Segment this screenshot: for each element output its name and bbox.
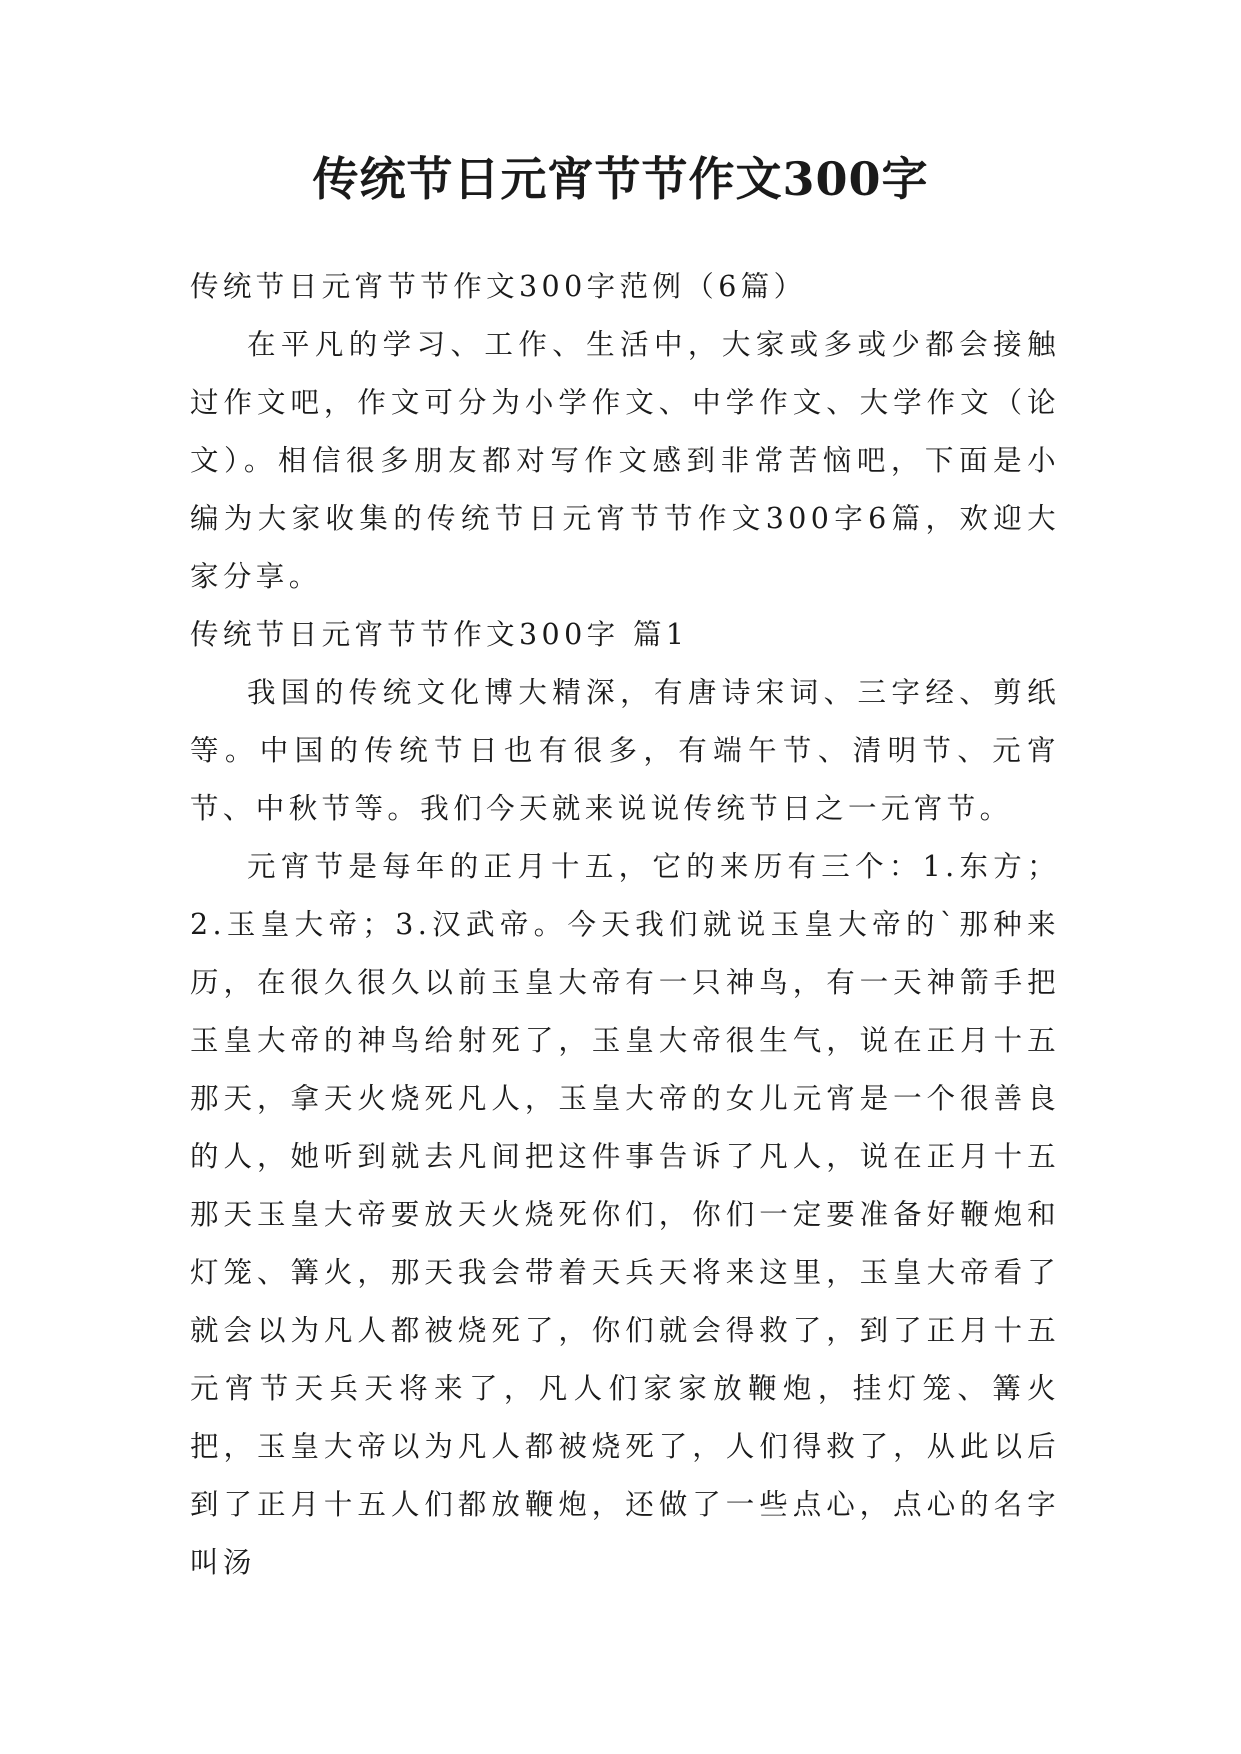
- subtitle-line: 传统节日元宵节节作文300字范例（6篇）: [190, 270, 807, 303]
- document-body: [190, 258, 1060, 1592]
- body-paragraph: 我国的传统文化博大精深，有唐诗宋词、三字经、剪纸等。中国的传统节日也有很多，有端午节、清明节、元宵节、中秋节等。我们今天就来说说传统节日之一元宵节。: [190, 676, 1060, 825]
- section-heading: 传统节日元宵节节作文300字 篇1: [190, 618, 689, 651]
- body-paragraph: 元宵节是每年的正月十五，它的来历有三个：1.东方；2.玉皇大帝；3.汉武帝。今天我们就说玉皇大帝的`那种来历，在很久很久以前玉皇大帝有一只神鸟，有一天神箭手把玉皇大帝的神鸟给射死了，玉皇大帝很生气，说在正月十五那天，拿天火烧死凡人，玉皇大帝的女儿元宵是一个很善良的人，她听到就去凡间把这件事告诉了凡人，说在正月十五那天玉皇大帝要放天火烧死你们，你们一定要准备好鞭炮和灯笼、篝火，那天我会带着天兵天将来这里，玉皇大帝看了就会以为凡人都被烧死了，你们就会得救了，到了正月十五元宵节天兵天将来了，凡人们家家放鞭炮，挂灯笼、篝火把，玉皇大帝以为凡人都被烧死了，人们得救了，从此以后到了正月十五人们都放鞭炮，还做了一些点心，点心的名字叫汤: [190, 850, 1060, 1579]
- document-title: 传统节日元宵节节作文300字: [312, 152, 929, 206]
- intro-paragraph: 在平凡的学习、工作、生活中，大家或多或少都会接触过作文吧，作文可分为小学作文、中学作文、大学作文（论文）。相信很多朋友都对写作文感到非常苦恼吧，下面是小编为大家收集的传统节日元宵节节作文300字6篇，欢迎大家分享。: [190, 328, 1060, 593]
